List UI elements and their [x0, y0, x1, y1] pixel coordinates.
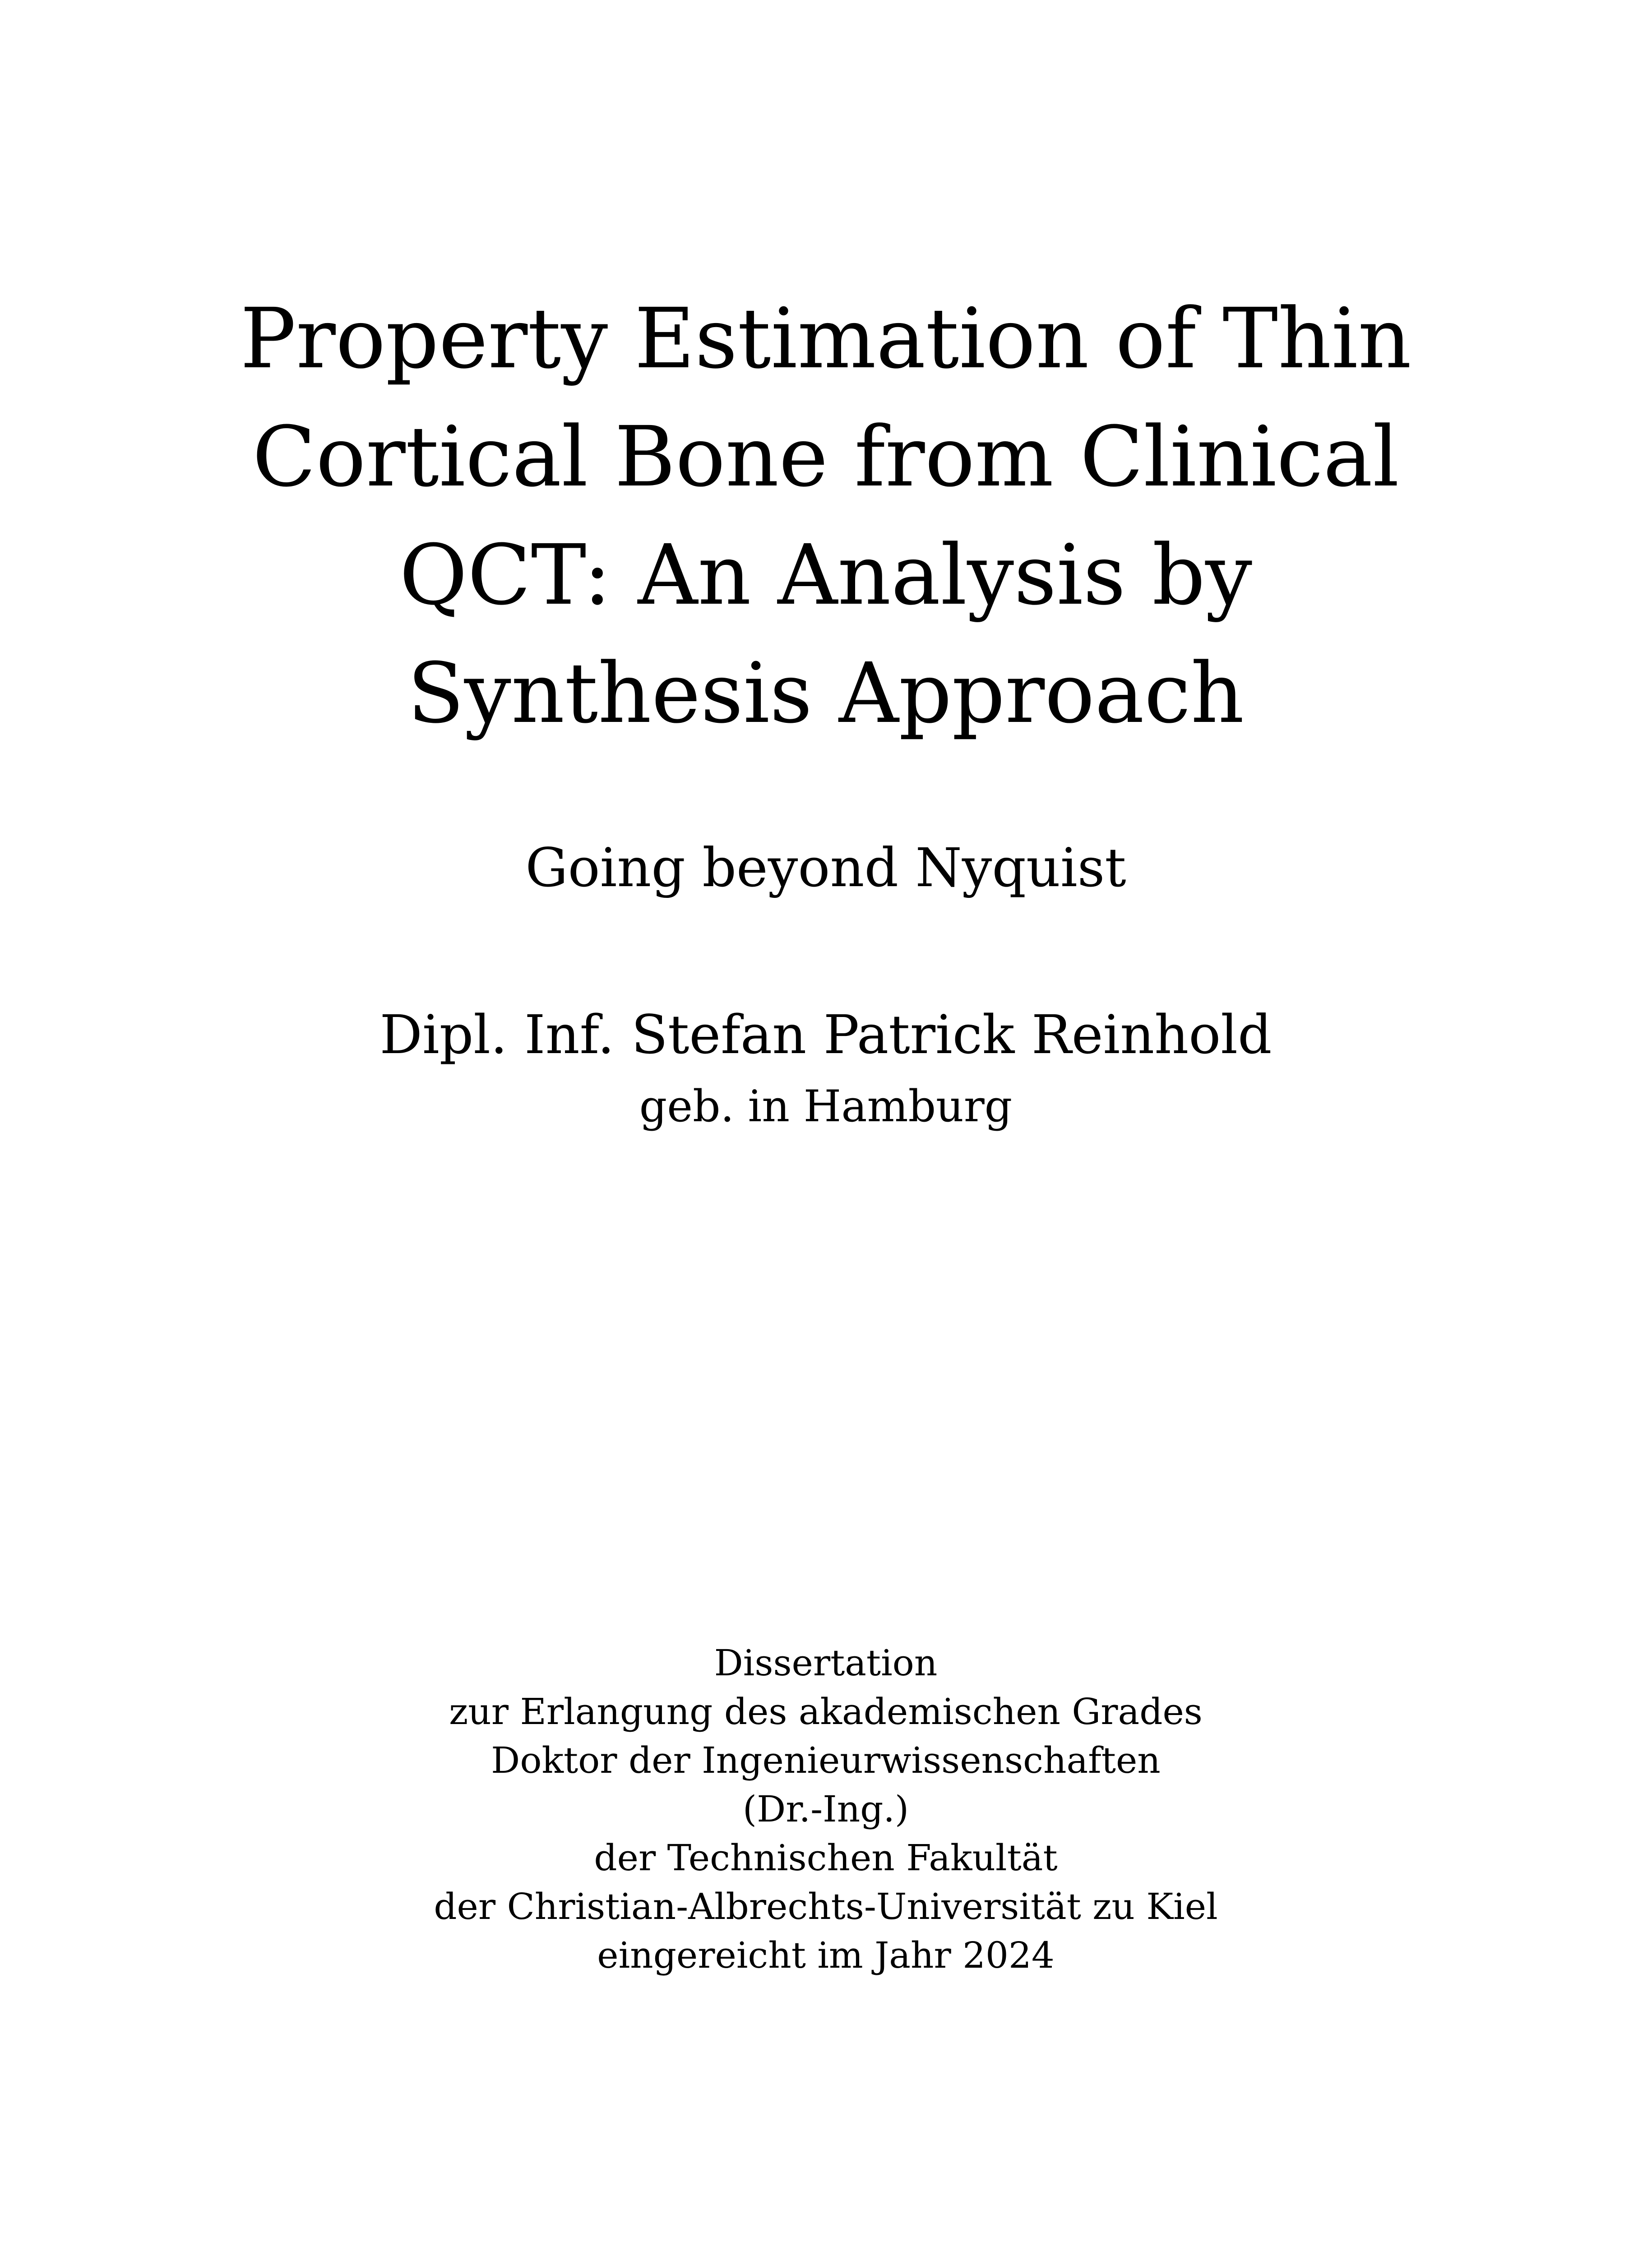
dissertation-line-3: Doktor der Ingenieurwissenschaften — [491, 1739, 1161, 1781]
dissertation-line-5: der Technischen Fakultät — [594, 1837, 1058, 1879]
title-line-1: Property Estimation of Thin — [240, 291, 1411, 387]
author-name: Dipl. Inf. Stefan Patrick Reinhold — [379, 1003, 1272, 1066]
dissertation-line-1: Dissertation — [714, 1642, 938, 1684]
thesis-title — [149, 280, 1503, 753]
title-line-2: Cortical Bone from Clinical — [252, 409, 1399, 505]
dissertation-line-2: zur Erlangung des akademischen Grades — [449, 1691, 1203, 1733]
dissertation-statement — [149, 1639, 1503, 1980]
dissertation-line-4: (Dr.-Ing.) — [742, 1788, 909, 1830]
dissertation-line-6: der Christian-Albrechts-Universität zu Kiel — [434, 1886, 1218, 1928]
dissertation-line-7: eingereicht im Jahr 2024 — [597, 1934, 1055, 1976]
title-line-4: Synthesis Approach — [407, 645, 1245, 742]
author-birthplace: geb. in Hamburg — [639, 1081, 1013, 1132]
title-line-3: QCT: An Analysis by — [399, 527, 1252, 624]
thesis-subtitle: Going beyond Nyquist — [525, 837, 1126, 899]
